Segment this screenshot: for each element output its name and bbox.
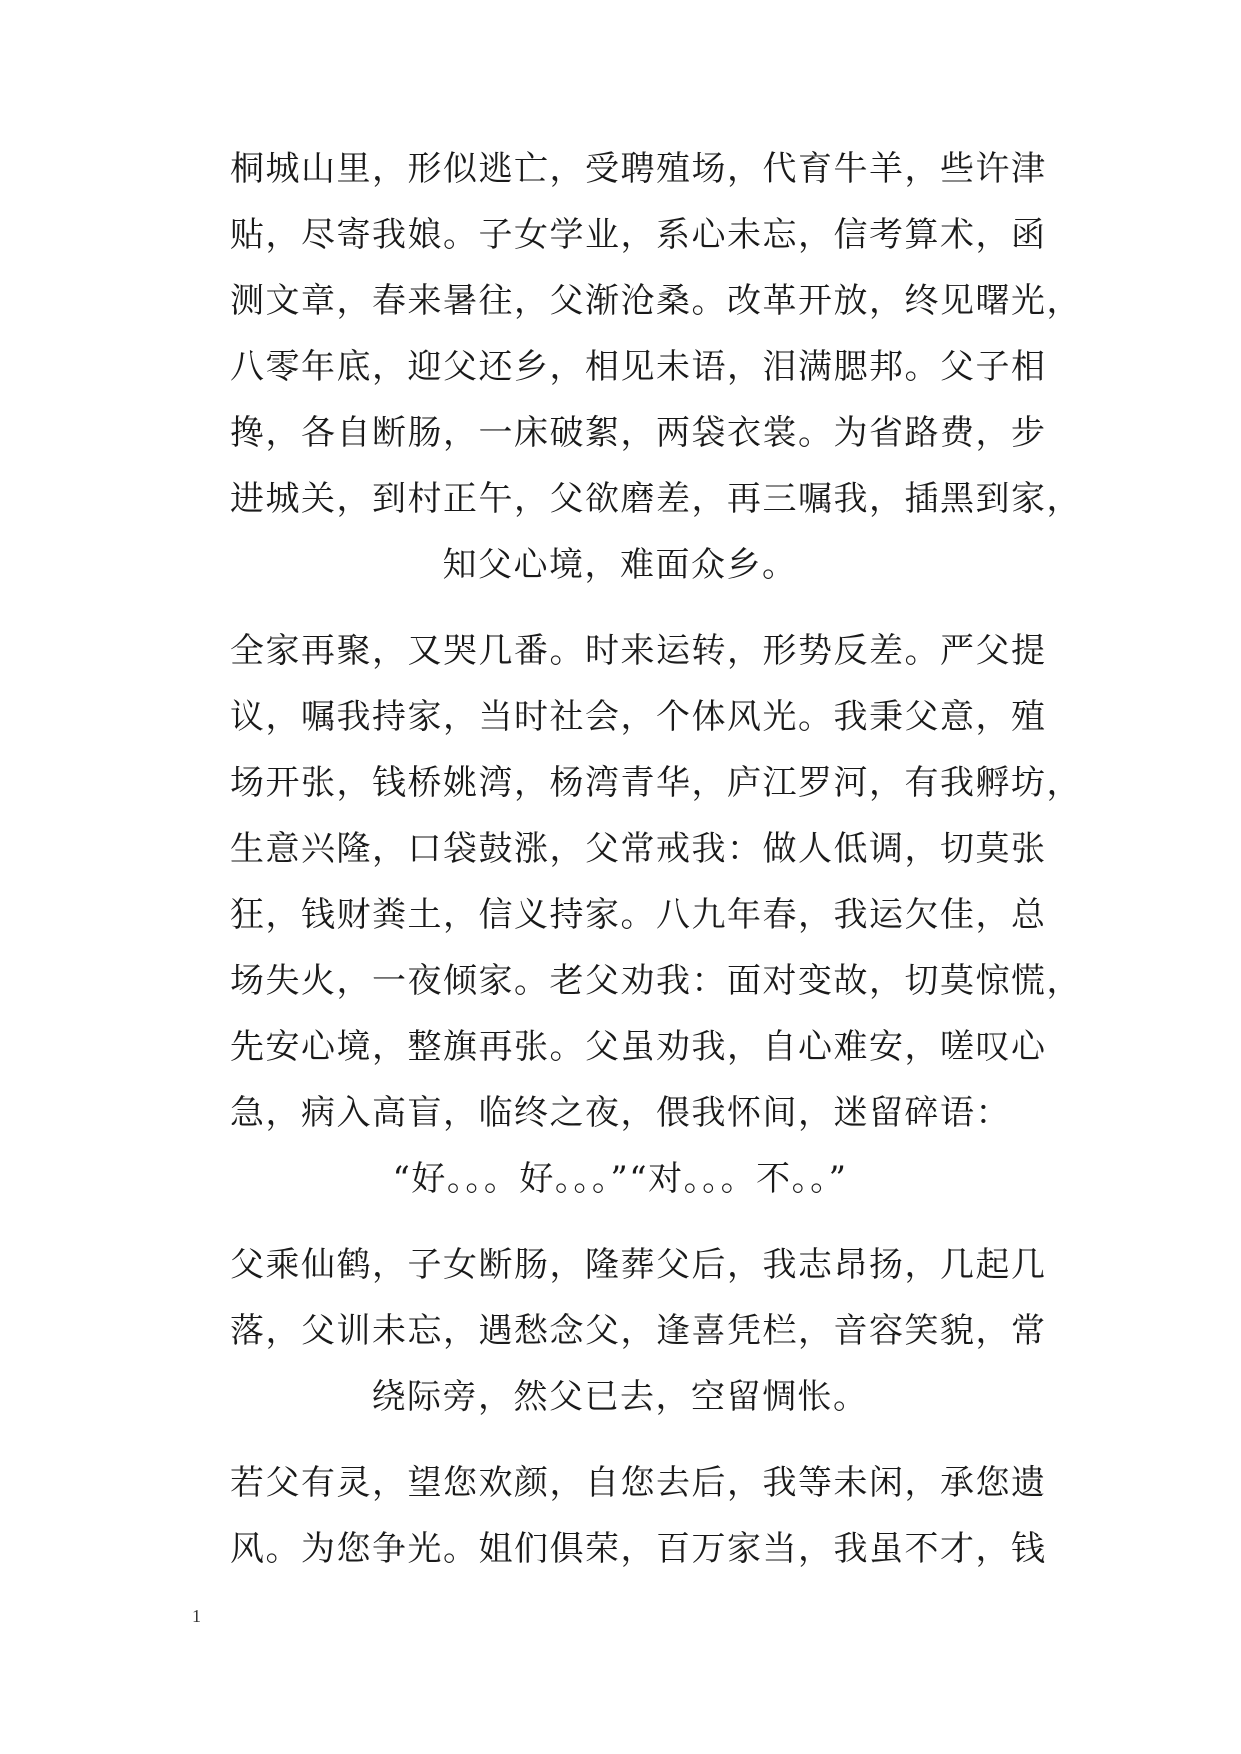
paragraph-2 <box>230 618 1082 1212</box>
page-number: 1 <box>192 1606 201 1626</box>
text-line: 急，病入高盲，临终之夜，偎我怀间，迷留碎语： <box>230 1093 1011 1133</box>
text-line: 全家再聚，又哭几番。时来运转，形势反差。严父提 <box>230 631 1047 671</box>
paragraph-4 <box>230 1450 1047 1582</box>
body-text <box>230 136 1082 1582</box>
text-line: 测文章，春来暑往，父渐沧桑。改革开放，终见曙光， <box>230 281 1082 321</box>
text-line: 先安心境，整旗再张。父虽劝我，自心难安，嗟叹心 <box>230 1027 1047 1067</box>
text-line: 绕际旁，然父已去，空留惆怅。 <box>371 1377 869 1417</box>
text-line: 狂，钱财粪土，信义持家。八九年春，我运欠佳，总 <box>230 895 1047 935</box>
text-line: 场失火，一夜倾家。老父劝我：面对变故，切莫惊慌， <box>230 961 1082 1001</box>
text-line: 若父有灵，望您欢颜，自您去后，我等未闲，承您遗 <box>230 1463 1047 1503</box>
text-line: “好。。。好。。。”“对。。。不。。” <box>392 1159 848 1199</box>
text-line: 议，嘱我持家，当时社会，个体风光。我秉父意，殖 <box>230 697 1047 737</box>
text-line: 八零年底，迎父还乡，相见未语，泪满腮邦。父子相 <box>230 347 1047 387</box>
text-line: 场开张，钱桥姚湾，杨湾青华，庐江罗河，有我孵坊， <box>230 763 1082 803</box>
text-line: 父乘仙鹤，子女断肠，隆葬父后，我志昂扬，几起几 <box>230 1245 1047 1285</box>
text-line: 生意兴隆，口袋鼓涨，父常戒我：做人低调，切莫张 <box>230 829 1047 869</box>
text-line: 搀，各自断肠，一床破絮，两袋衣裳。为省路费，步 <box>230 413 1047 453</box>
text-line: 贴，尽寄我娘。子女学业，系心未忘，信考算术，函 <box>230 215 1047 255</box>
text-line: 风。为您争光。姐们俱荣，百万家当，我虽不才，钱 <box>230 1529 1047 1569</box>
text-line: 知父心境，难面众乡。 <box>442 545 798 585</box>
text-line: 落，父训未忘，遇愁念父，逢喜凭栏，音容笑貌，常 <box>230 1311 1047 1351</box>
paragraph-1 <box>230 136 1082 598</box>
text-line: 桐城山里，形似逃亡，受聘殖场，代育牛羊，些许津 <box>230 149 1047 189</box>
paragraph-3 <box>230 1232 1047 1430</box>
text-line: 进城关，到村正午，父欲磨差，再三嘱我，插黑到家， <box>230 479 1082 519</box>
